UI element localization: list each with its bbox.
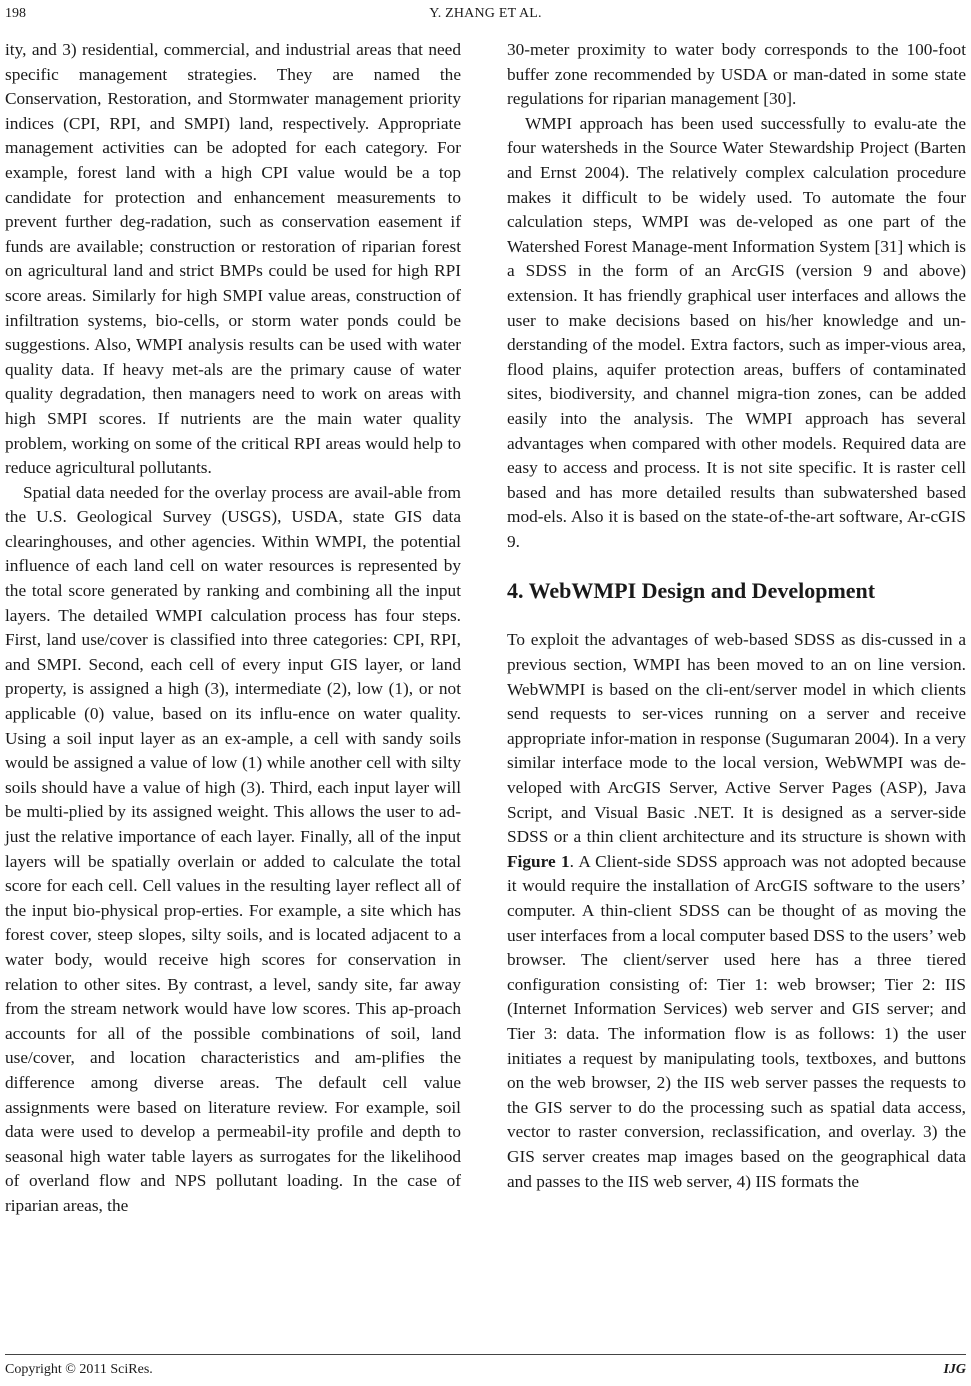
- paragraph: [507, 628, 966, 1194]
- page-header: [0, 6, 971, 24]
- paragraph-text: To exploit the advantages of web-based SDSS as dis-cussed in a previous section, WMPI has been moved to an on line version. WebWMPI is based on the cli-ent/server model in which clients send requests to ser-vices running on a server and receive appropriate infor-mation in response (Sugumaran 2004). In a very similar interface mode to the local version, WebWMPI was de-veloped with ArcGIS Server, Active Server Pages (ASP), Java Script, and Visual Basic .NET. It is designed as a server-side SDSS or a thin client architecture and its structure is shown with: [507, 630, 966, 847]
- right-column: [507, 38, 966, 1194]
- journal-abbrev: IJG: [943, 1362, 966, 1377]
- left-column: [5, 38, 461, 1219]
- page-footer: [0, 1362, 971, 1380]
- paragraph: Spatial data needed for the overlay process are avail-able from the U.S. Geological Survey (USGS), USDA, state GIS data clearinghouses, and other agencies. Within WMPI, the potential influence of each land cell on water resources is represented by the total score generated by ranking and combining all the input layers. The detailed WMPI calculation process has four steps. First, land use/cover is classified into three categories: CPI, RPI, and SMPI. Second, each cell of every input GIS layer, or land property, is assigned a high (3), intermediate (2), low (1), or not applicable (0) value, based on its influ-ence on water quality. Using a soil input layer as an ex-ample, a cell with sandy soils would be assigned a value of low (1) while another cell with silty soils should have a value of high (3). Third, each input layer will be multi-plied by its assigned weight. This allows the user to ad-just the relative importance of each layer. Finally, all of the input layers will be spatially overlain or added to calculate the total score for each cell. Cell values in the resulting layer reflect all of the input bio-physical prop-erties. For example, a site which has forest cover, steep slopes, silty soils, and is located adjacent to a water body, would receive high scores for conservation in relation to other sites. By contrast, a level, sandy site, far away from the stream network would have low scores. This ap-proach accounts for all of the possible combinations of soil, land use/cover, and location characteristics and am-plifies the difference among diverse areas. The default cell value assignments were based on literature review. For example, soil data were used to develop a permeabil-ity profile and depth to seasonal high water table layers as surrogates for the likelihood of overland flow and NPS pollutant loading. In the case of riparian areas, the: [5, 482, 461, 1215]
- section-heading: 4. WebWMPI Design and Development: [507, 578, 876, 604]
- paragraph: ity, and 3) residential, commercial, and industrial areas that need specific management strategies. They are named the Conservation, Restoration, and Stormwater management priority indices (CPI, RPI, and SMPI) land, respectively. Appropriate management activities can be adopted for each category. For example, forest land with a high CPI value would be a top candidate for protection and enhancement measurements to prevent further deg-radation, such as conservation easement if funds are available; construction or restoration of riparian forest on agricultural land and strict BMPs could be used for high RPI score areas. Similarly for high SMPI value areas, construction of infiltration systems, bio-cells, or storm water ponds could be suggestions. Also, WMPI analysis results can be used with water quality data. If heavy met-als are the primary cause of water quality degradation, then managers need to work on areas with high SMPI scores. If nutrients are the main water quality problem, working on some of the critical RPI areas would help to reduce agricultural pollutants.: [5, 40, 461, 478]
- copyright: Copyright © 2011 SciRes.: [5, 1362, 153, 1377]
- figure-reference: Figure 1: [507, 851, 570, 871]
- paragraph: 30-meter proximity to water body corresponds to the 100-foot buffer zone recommended by USDA or man-dated in some state regulations for riparian management [30].: [507, 40, 966, 109]
- running-head: Y. ZHANG ET AL.: [429, 6, 542, 21]
- paragraph: WMPI approach has been used successfully to evalu-ate the four watersheds in the Source Water Stewardship Project (Barten and Ernst 2004). The relatively complex calculation procedure makes it difficult to be widely used. To automate the four calculation steps, WMPI was de-veloped as one part of the Watershed Forest Manage-ment Information System [31] which is a SDSS in the form of an ArcGIS (version 9 and above) extension. It has friendly graphical user interfaces and allows the user to make decisions based on his/her knowledge and un-derstanding of the model. Extra factors, such as imper-vious area, flood plains, aquifer protection areas, buffers of contaminated sites, biodiversity, and channel migra-tion zones, can be added easily into the analysis. The WMPI approach has several advantages when compared with other models. Required data are easy to access and process. It is not site specific. It is raster cell based and has more detailed results than subwatershed based mod-els. Also it is based on the state-of-the-art software, Ar-cGIS 9.: [507, 113, 966, 551]
- footer-rule: [5, 1354, 966, 1355]
- page-number: 198: [5, 6, 26, 21]
- paragraph-text: . A Client-side SDSS approach was not adopted because it would require the installation of ArcGIS software to the users’ computer. A thin-client SDSS can be thought of as moving the user interfaces from a local computer based DSS to the users’ web browser. The client/server used here has a three tiered configuration consisting of: Tier 1: web browser; Tier 2: IIS (Internet Information Services) web server and GIS server; and Tier 3: data. The information flow is as follows: 1) the user initiates a request by manipulating tools, textboxes, and buttons on the web browser, 2) the IIS web server passes the requests to the GIS server to do the processing such as spatial data access, vector to raster conversion, reclassification, and overlay. 3) the GIS server creates map images based on the geographical data and passes to the IIS web server, 4) IIS formats the: [507, 851, 967, 1191]
